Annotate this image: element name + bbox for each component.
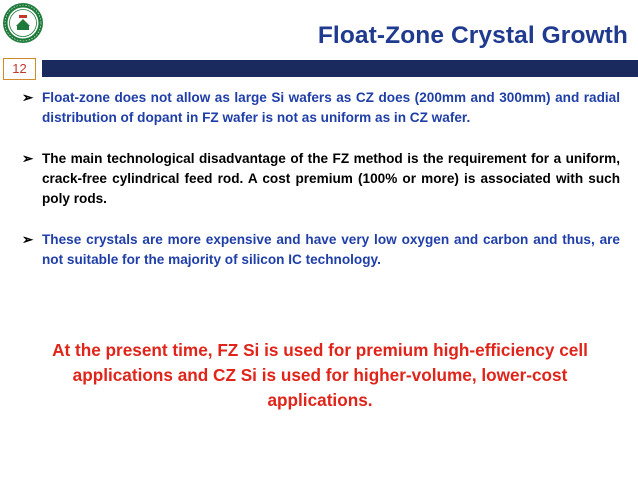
arrow-bullet-icon: ➢ [22,232,34,247]
university-seal-icon [2,2,44,44]
bullet-item [22,149,620,209]
arrow-bullet-icon: ➢ [22,90,34,105]
arrow-bullet-icon: ➢ [22,151,34,166]
bullet-text: Float-zone does not allow as large Si wafers as CZ does (200mm and 300mm) and radial distribution of dopant in FZ wafer is not as uniform as in CZ wafer. [42,90,620,125]
bullet-item [22,88,620,128]
title-divider-bar [42,60,638,77]
conclusion-text: At the present time, FZ Si is used for premium high-efficiency cell applications and CZ Si is used for higher-volume, lower-cost applications. [52,340,588,410]
slide-number: 12 [3,58,36,80]
bullet-text: These crystals are more expensive and have very low oxygen and carbon and thus, are not suitable for the majority of silicon IC technology. [42,232,620,267]
bullet-item [22,230,620,270]
bullet-list [22,88,620,291]
bullet-text: The main technological disadvantage of the FZ method is the requirement for a uniform, crack-free cylindrical feed rod. A cost premium (100% or more) is associated with such poly rods. [42,151,620,206]
slide-title: Float-Zone Crystal Growth [317,22,628,49]
